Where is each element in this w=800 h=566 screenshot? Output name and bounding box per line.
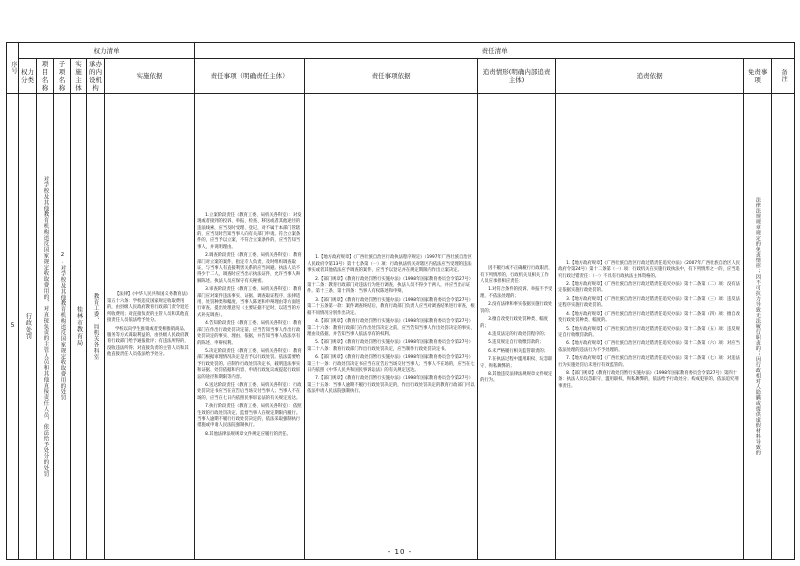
- resp-item: 8.其他法律法规规章文件规定应履行的责任。: [205, 431, 291, 437]
- cell-accountability: [478, 94, 556, 560]
- accountability-item: 7.在执法过程中滥用职权、玩忽职守、徇私舞弊的；: [480, 357, 553, 369]
- header-exemption: 免责事项: [744, 59, 772, 94]
- resp-item: 4.告知阶段责任（教育工委、局机关各科室）：教育部门在作出行政处罚决定前，应当告知当事人作出行政处罚决定的事实、理由、依据，并告知当事人依法享有的陈述、申辩权利。: [197, 321, 302, 346]
- accountability-item: 因不履行或不正确履行行政职责，有下列情形的，行政机关及相关工作人员应承担相应责任：: [480, 266, 553, 285]
- acc-basis-item: 5.【地方政府规章】《广西壮族自治区行政过错责任追究办法》第十二条第（五）项：违反规定自行收缴罚款的。: [558, 326, 740, 338]
- acc-basis-item: 3.【地方政府规章】《广西壮族自治区行政过错责任追究办法》第十二条第（三）项：违反法定程序实施行政处罚的。: [558, 296, 740, 309]
- header-resp-basis: 责任事项依据: [305, 59, 478, 94]
- basis-paragraph: 【法律】《中华人民共和国义务教育法》第五十六条：学校违反国家规定收取费用的，由县级人民政府教育行政部门责令退还所收费用；对直接负责的主管人员和其他直接责任人员依法给予处分。: [107, 292, 191, 324]
- acc-basis-item: 1.【地方政府规章】《广西壮族自治区行政过错责任追究办法》（2007年广西壮族自治区人民政府令第24号）第十二条第（一）项：行政机关在实施行政执法中，有下列情形之一的，应当追究行政过错责任：（一）不具有行政执法主体资格的。: [558, 260, 741, 279]
- cell-exemption: 法律法规规章规定的免责情形；因不可抗力导致无法履行职责的；因行政相对人隐瞒或提供虚假材料导致的: [744, 94, 772, 560]
- resp-item: 6.送达阶段责任（教育工委、局机关各科室）：行政处罚决定书应当在宣告后当场交付当事人；当事人不在场的，应当在七日内依照民事诉讼法的有关规定送达。: [197, 382, 302, 401]
- accountability-item: 2.没有法律和事实依据实施行政处罚的；: [480, 302, 553, 314]
- cell-remark: [772, 94, 795, 560]
- acc-basis-item: 6.【地方政府规章】《广西壮族自治区行政过错责任追究办法》第十二条第（六）项：对应当依法处理的违法行为不予处理的。: [558, 341, 740, 353]
- accountability-item: 8.其他违反法律法规规章文件规定的行为。: [480, 371, 553, 384]
- accountability-item: 3.擅自改变行政处罚种类、幅度的；: [480, 317, 549, 329]
- resp-basis-item: 6.【部门规章】《教育行政处罚暂行实施办法》（1998年国家教育委员会令第27号）第三十一条：行政处罚决定书应当在宣告后当场交付当事人；当事人不在场的，应当在七日内依照《中华人民共和国民事诉讼法》的有关规定送达。: [307, 355, 475, 373]
- header-category: 权力分类: [19, 59, 37, 94]
- header-subitem: 子项名称: [54, 59, 71, 94]
- cell-item: 对学校及其他教育机构违反国家规定收取费用的，对直接负责的主管人员和其他直接责任人员，依法给予处分的处罚: [37, 94, 54, 560]
- cell-category: 行政处罚: [19, 94, 37, 560]
- cell-resp-items: [195, 94, 305, 560]
- header-acc-basis: 追责依据: [556, 59, 744, 94]
- acc-basis-item: 2.【地方政府规章】《广西壮族自治区行政过错责任追究办法》第十二条第（二）项：没有法定依据实施行政处罚的。: [558, 282, 740, 294]
- cell-basis: [105, 94, 195, 560]
- cell-internal: 教育工委、局机关各科室: [87, 94, 105, 560]
- accountability-item: 4.违反法定的行政处罚程序的；: [488, 331, 549, 337]
- header-seq: 序号: [7, 43, 19, 94]
- header-responsibility-list: 责任清单: [195, 43, 795, 59]
- header-resp-items: 责任事项（明确责任主体）: [195, 59, 305, 94]
- acc-basis-item: 7.【地方政府规章】《广西壮族自治区行政过错责任追究办法》第十二条第（七）项：对违法行为实施处罚后未进行有效监管的。: [558, 356, 740, 368]
- resp-basis-item: 4.【部门规章】《教育行政处罚暂行实施办法》（1998年国家教育委员会令第27号）第二十六条：教育行政部门在作出处罚决定之前，应当告知当事人作出处罚决定的事实、理由及依据，并告知当事人依法享有的权利。: [307, 319, 475, 337]
- header-item: 项目名称: [37, 59, 54, 94]
- accountability-item: 6.未严格履行相关监管职责的；: [488, 348, 549, 354]
- acc-basis-item: 8.【部门规章】《教育行政处罚暂行实施办法》（1998年国家教育委员会令第27号）第四十条：执法人员玩忽职守、滥用职权、徇私舞弊的，依法给予行政处分；构成犯罪的，依法追究刑事责任。: [558, 370, 739, 389]
- resp-basis-item: 5.【部门规章】《教育行政处罚暂行实施办法》（1998年国家教育委员会令第27号）第二十八条：教育行政部门作出行政处罚决定，应当制作行政处罚决定书。: [307, 340, 474, 352]
- resp-basis-item: 2.【部门规章】《教育行政处罚暂行实施办法》（1998年国家教育委员会令第27号）第十二条：教育行政部门对违法行为进行调查，执法人员不得少于两人，并应当出示证件。第十三条、第十四条：当事人有权陈述和申辩。: [307, 276, 474, 295]
- resp-basis-item: 3.【部门规章】《教育行政处罚暂行实施办法》（1998年国家教育委员会令第27号）第二十五条第一款：案件调查终结后，教育行政部门负责人应当对调查结果进行审查，根据不同情况分别作出决定。: [307, 297, 475, 316]
- cell-subitem: 2.对学校及其他教育机构违反国家规定收取费用的处罚: [54, 94, 71, 560]
- responsibility-table: [6, 42, 794, 542]
- header-remark: 备注: [772, 59, 795, 94]
- header-basis: 实施依据: [105, 59, 195, 94]
- accountability-item: 5.违反规定自行收缴罚款的；: [488, 340, 544, 346]
- accountability-item: 1.对符合条件的投诉、举报不予受理、不依法处理的；: [480, 287, 553, 299]
- header-accountability: 追责情形(明确内部追责主体): [478, 59, 556, 94]
- page-number: - 10 -: [387, 548, 413, 556]
- resp-basis-item: 7.【部门规章】《教育行政处罚暂行实施办法》（1998年国家教育委员会令第27号）第三十五条：当事人逾期不履行行政处罚决定的，作出行政处罚决定的教育行政部门可以依法申请人民法院强制执行。: [307, 376, 475, 395]
- cell-acc-basis: [556, 94, 744, 560]
- cell-subject: 桂林市教育局: [71, 94, 87, 560]
- resp-item: 7.执行阶段责任（教育工委、局机关各科室）：依照生效的行政处罚决定，监督当事人在规定期限内履行。当事人逾期不履行行政处罚决定的，依法采取强制执行措施或申请人民法院强制执行。: [197, 404, 302, 429]
- header-subject: 实施主体: [71, 59, 87, 94]
- table-row: [7, 94, 795, 560]
- basis-paragraph: 学校以向学生推销或者变相推销商品、服务等方式谋取利益的，由县级人民政府教育行政部门给予通报批评；有违法所得的，没收违法所得；对直接负责的主管人员和其他直接责任人员依法给予处分。: [107, 326, 189, 358]
- cell-resp-basis: [305, 94, 478, 560]
- resp-item: 2.调查阶段责任（教育工委、局机关各科室）：教育部门对立案的案件，指定专人负责，及时组织调查取证，与当事人有直接利害关系的应当回避。执法人员不得少于二人，调查时应当出示执法证件，允许当事人辩解陈述。执法人员应保守有关秘密。: [197, 253, 302, 284]
- cell-seq: 5: [7, 94, 19, 560]
- resp-item: 3.审查阶段责任（教育工委、局机关各科室）：教育部门应对案件违法事实、证据、调查取证程序、法律适用、处罚种类和幅度、当事人陈述和申辩理由等方面进行审查，提出处理意见（主要证据不足时，以适当的方式补充调查）。: [197, 287, 302, 318]
- resp-item: 5.决定阶段责任（教育工委、局机关各科室）：教育部门根据审理情况决定是否予以行政处罚。依法需要给予行政处罚的，应制作行政处罚决定书，载明违法事实和证据、处罚依据和内容、申请行政复议或提起行政诉讼的途径和期限等内容。: [197, 348, 302, 380]
- header-power-list: 权力清单: [19, 43, 195, 59]
- acc-basis-item: 4.【地方政府规章】《广西壮族自治区行政过错责任追究办法》第十二条第（四）项：擅自改变行政处罚种类、幅度的。: [558, 311, 740, 324]
- resp-basis-item: 1.【地方政府规章】《广西壮族自治区行政执法程序规定》（1997年广西壮族自治区人民政府令第13号）第十七条第（一）项：行政执法机关对辖区内依法应当受理的违法事实或者其他依法应予调查的案件，应当予以登记并在规定期限内作出立案决定。: [307, 255, 472, 274]
- resp-item: 1.立案阶段责任（教育工委、局机关各科室）：对发现或者接到的投诉、举报、检查、移送或者其他途径的违法线索，应当及时受理、登记，对不属于本部门管辖的，应当及时告知当事人向有关部门申请。符合立案条件的，应当予以立案，不符合立案条件的，应当告知当事人，并说明理由。: [197, 212, 302, 250]
- header-internal: 承办的内设机构: [87, 59, 105, 94]
